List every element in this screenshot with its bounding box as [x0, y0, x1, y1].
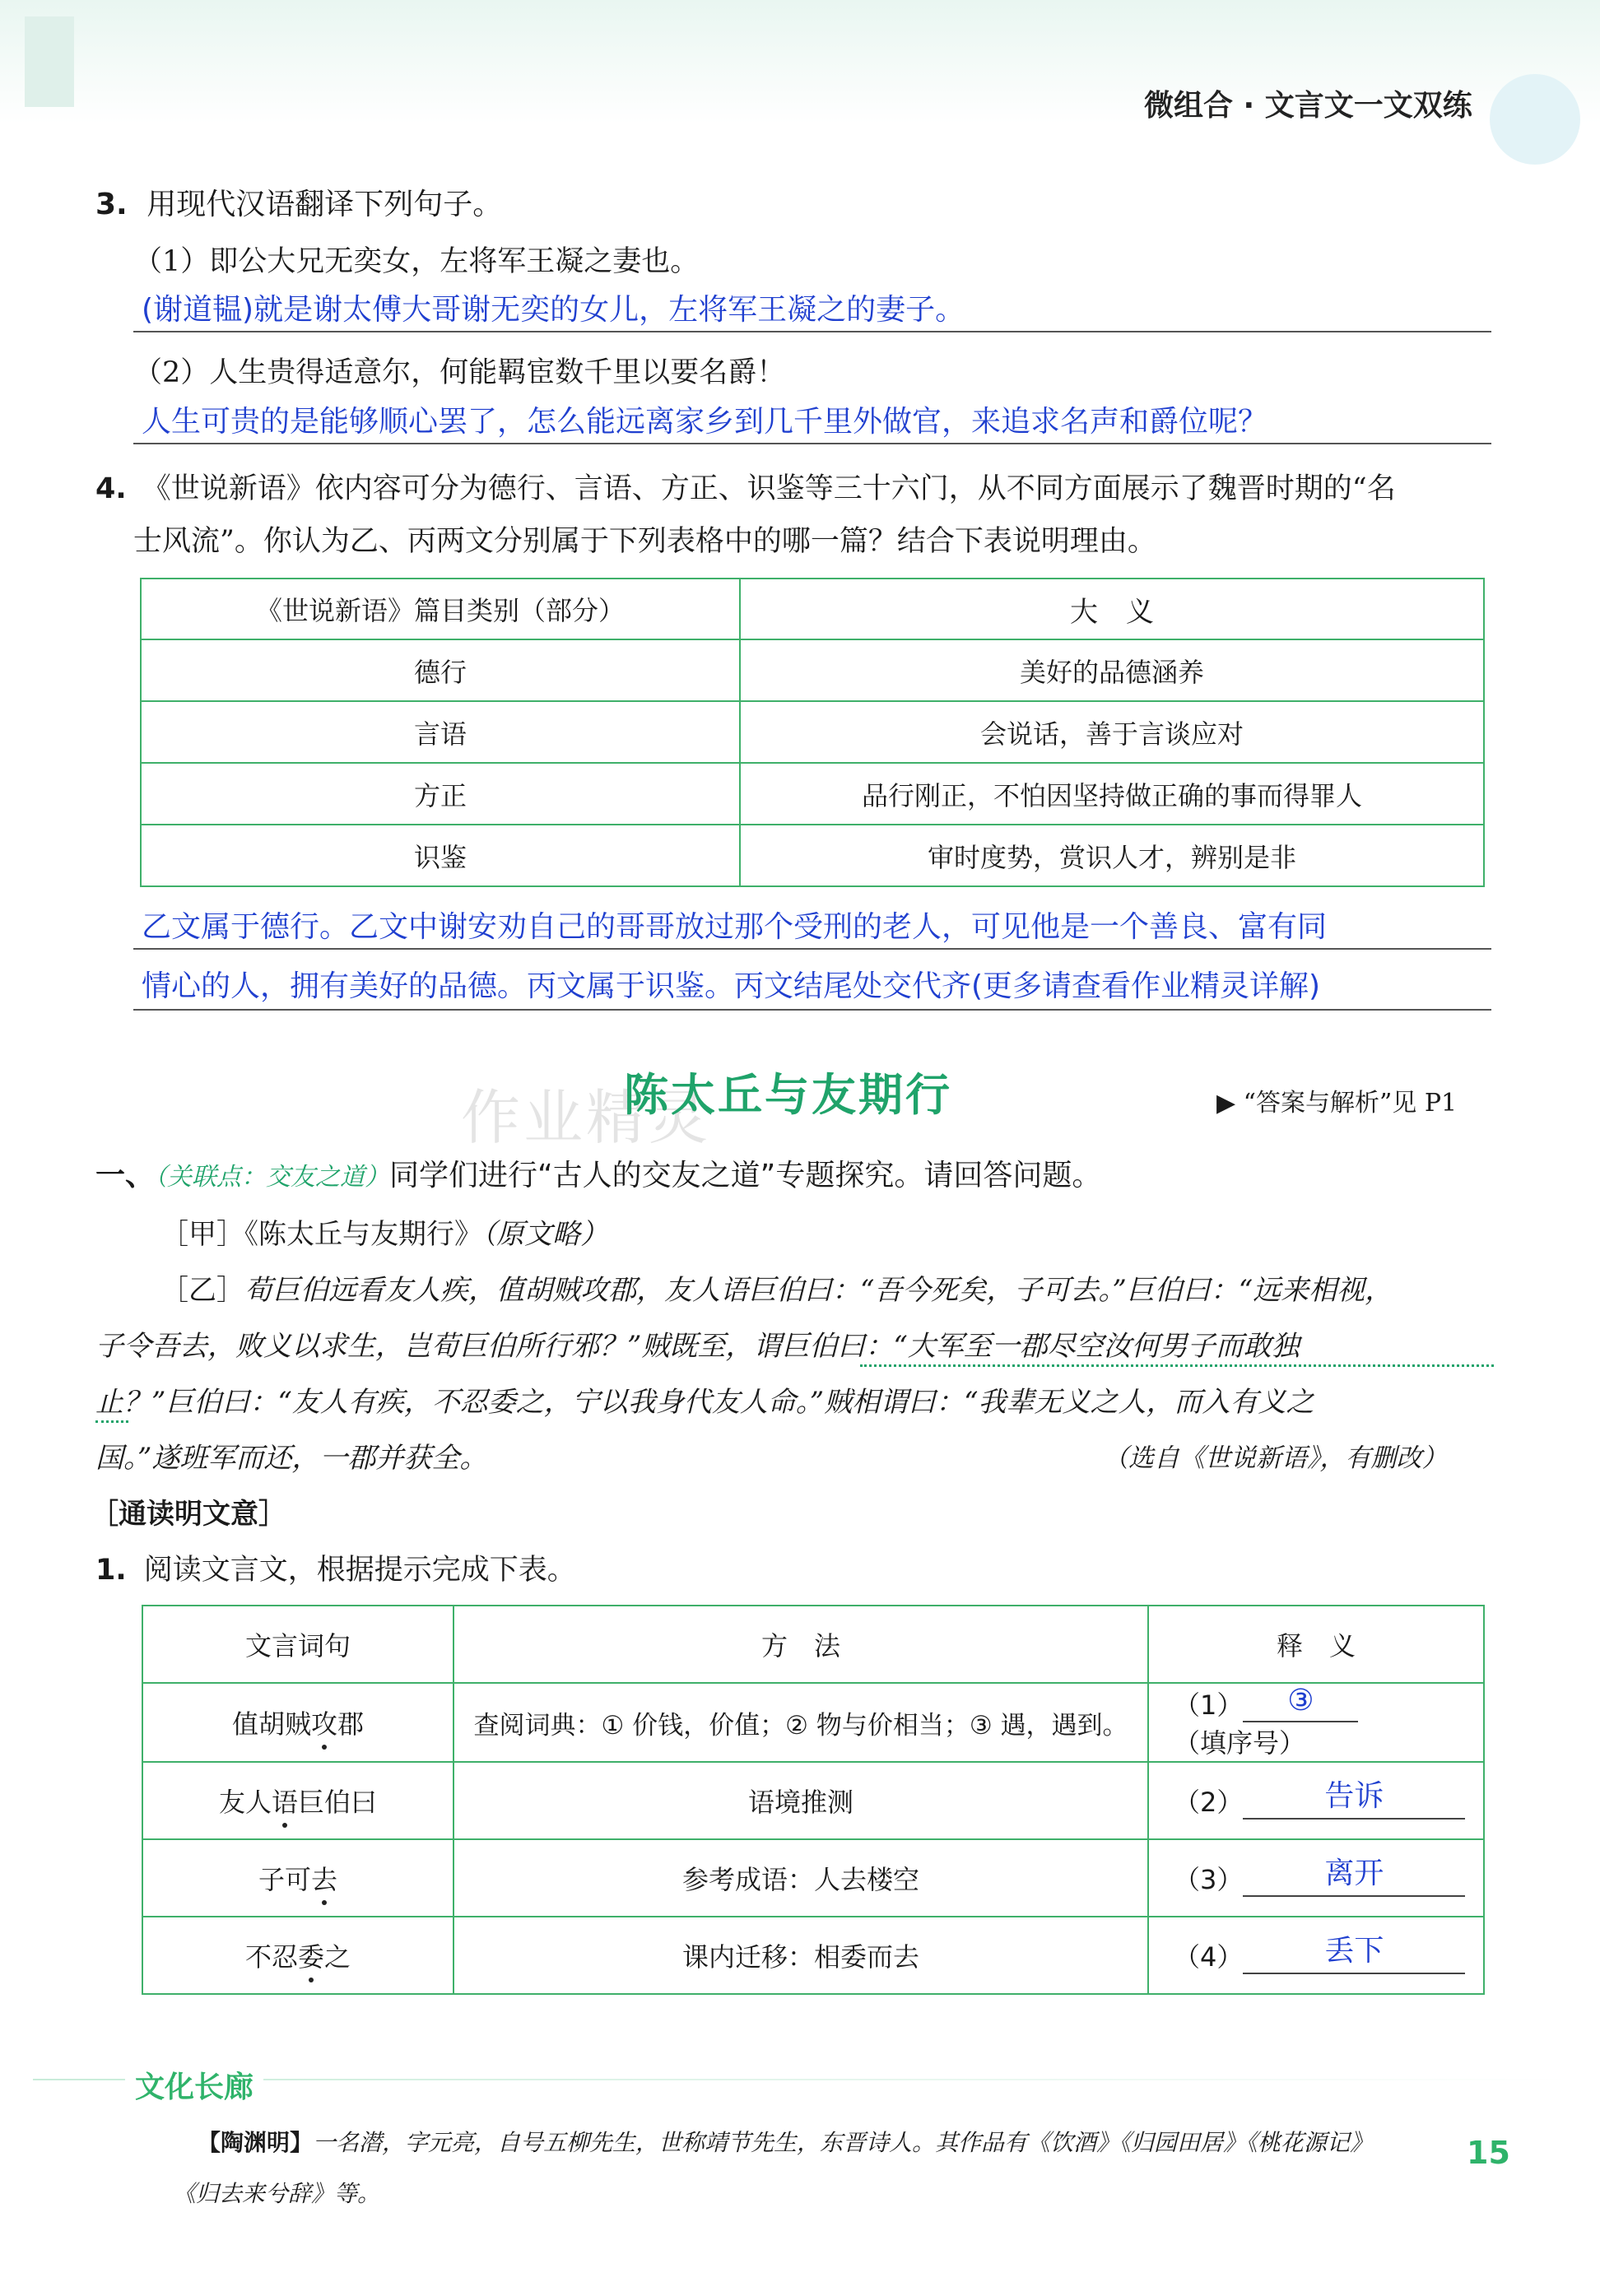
source-note: （选自《世说新语》，有删改） — [1103, 1443, 1448, 1473]
blank-index: （1） — [1174, 1689, 1244, 1721]
blank-index: （2） — [1174, 1787, 1244, 1818]
part1-intro: 同学们进行“古人的交友之道”专题探究。请回答问题。 — [389, 1159, 1102, 1192]
answer-reference: ▶ “答案与解析”见 P1 — [1216, 1089, 1458, 1118]
q1-line — [95, 1547, 576, 1588]
table-cell: 值胡贼攻郡 — [142, 1683, 453, 1762]
q3-sentence-2: （2）人生贵得适意尔，何能羁宦数千里以要名爵！ — [133, 356, 786, 389]
blank-index: （4） — [1174, 1941, 1244, 1973]
yi-text-1: 荀巨伯远看友人疾，值胡贼攻郡，友人语巨伯曰：“吾今死矣，子可去。”巨伯曰：“远来相视， — [244, 1274, 1393, 1307]
emphasis-char: 攻 — [310, 1708, 337, 1740]
table-cell: 德行 — [141, 639, 740, 701]
blank-index: （3） — [1174, 1864, 1244, 1895]
blank-note: （填序号） — [1174, 1727, 1306, 1759]
note-text-2: 《归去来兮辞》等。 — [173, 2180, 381, 2207]
q3-answer-2: 人生可贵的是能够顺心罢了，怎么能远离家乡到几千里外做官，来追求名声和爵位呢？ — [142, 405, 1268, 439]
table-cell: 子可去 — [142, 1839, 453, 1917]
footer-note-line-1 — [198, 2125, 1373, 2158]
subsection-title: ［通读明文意］ — [91, 1498, 286, 1531]
table-cell: 语境推测 — [453, 1762, 1148, 1839]
blank-answer: 离开 — [1324, 1857, 1384, 1890]
jia-note: （原文略） — [482, 1218, 608, 1251]
table-cell: 美好的品德涵养 — [740, 639, 1484, 701]
footer-label: 文化长廊 — [125, 2064, 263, 2106]
blank-answer: 丢下 — [1324, 1934, 1384, 1968]
q4-number: 4. — [95, 472, 127, 505]
yi-label: ［乙］ — [160, 1274, 244, 1307]
answer-blank[interactable] — [1243, 1857, 1465, 1897]
table-cell: 友人语巨伯曰 — [142, 1762, 453, 1839]
q3-answer-1: (谢道韫)就是谢太傅大哥谢无奕的女儿，左将军王凝之的妻子。 — [142, 293, 965, 327]
category-table — [140, 578, 1485, 887]
blank-answer: 告诉 — [1324, 1779, 1384, 1813]
note-title: 【陶渊明】 — [198, 2129, 314, 2156]
part1-intro-line — [95, 1152, 1101, 1194]
yi-text-4: 国。”遂班军而还，一郡并获全。 — [95, 1442, 488, 1475]
jia-label: ［甲］ — [160, 1218, 244, 1251]
table-cell: 识鉴 — [141, 825, 740, 886]
q4-text-2: 士风流”。你认为乙、丙两文分别属于下列表格中的哪一篇？结合下表说明理由。 — [133, 525, 1156, 558]
section-title: 陈太丘与友期行 — [624, 1069, 952, 1121]
emphasis-char: 去 — [311, 1864, 338, 1895]
page-number: 15 — [1467, 2135, 1510, 2171]
emphasis-char: 委 — [297, 1941, 324, 1973]
yi-text-2: 子令吾去，败义以求生，岂荀巨伯所行邪？”贼既至，谓巨伯曰：“大军至一郡尽空汝何男子而敢独 — [95, 1330, 1300, 1363]
table-cell — [1148, 1839, 1484, 1917]
table-header: 大 义 — [740, 579, 1484, 639]
table-header: 文言词句 — [142, 1606, 453, 1683]
answer-line — [133, 1009, 1491, 1011]
table-cell: 言语 — [141, 701, 740, 763]
table-cell — [1148, 1683, 1484, 1762]
q3-sentence-1: （1）即公大兄无奕女，左将军王凝之妻也。 — [133, 245, 700, 278]
note-text-1: 一名潜，字元亮，自号五柳先生，世称靖节先生，东晋诗人。其作品有《饮酒》《归园田居》《桃花源记》 — [313, 2129, 1374, 2156]
table-cell: 参考成语：人去楼空 — [453, 1839, 1148, 1917]
answer-blank[interactable] — [1243, 1779, 1465, 1820]
q3-prompt: 用现代汉语翻译下列句子。 — [147, 188, 503, 221]
table-cell: 审时度势，赏识人才，辨别是非 — [740, 825, 1484, 886]
table-cell — [1148, 1917, 1484, 1994]
word-table — [142, 1605, 1485, 1995]
q1-number: 1. — [95, 1554, 127, 1587]
yi-text-3: 止？”巨伯曰：“友人有疾，不忍委之，宁以我身代友人命。”贼相谓曰：“我辈无义之人，而入有义之 — [95, 1386, 1314, 1419]
q4-line-1 — [95, 466, 1396, 507]
jia-line — [160, 1211, 608, 1252]
answer-blank[interactable] — [1243, 1934, 1465, 1974]
q4-answer-1: 乙文属于德行。乙文中谢安劝自己的哥哥放过那个受刑的老人，可见他是一个善良、富有同 — [142, 910, 1328, 944]
header-deco-circle — [1490, 74, 1580, 165]
footer-divider — [33, 2079, 1572, 2080]
table-cell: 方正 — [141, 763, 740, 825]
header-deco — [25, 16, 74, 107]
table-cell: 查阅词典：① 价钱，价值；② 物与价相当；③ 遇，遇到。 — [453, 1683, 1148, 1762]
wavy-underline — [860, 1359, 1494, 1367]
table-cell: 会说话，善于言谈应对 — [740, 701, 1484, 763]
table-header: 方 法 — [453, 1606, 1148, 1683]
q3-line — [95, 181, 502, 223]
yi-line-1 — [160, 1267, 1393, 1308]
part1-prefix: 一、 — [95, 1159, 156, 1192]
table-cell: 课内迁移：相委而去 — [453, 1917, 1148, 1994]
answer-blank[interactable] — [1243, 1684, 1358, 1722]
emphasis-char: 语 — [271, 1787, 298, 1818]
jia-title: 《陈太丘与友期行》 — [244, 1218, 482, 1251]
table-cell: 品行刚正，不怕因坚持做正确的事而得罪人 — [740, 763, 1484, 825]
part1-tag: （关联点：交友之道） — [155, 1163, 390, 1192]
table-header: 释 义 — [1148, 1606, 1484, 1683]
table-cell: 不忍委之 — [142, 1917, 453, 1994]
answer-line — [133, 948, 1491, 950]
answer-line — [133, 331, 1491, 332]
blank-answer: ③ — [1287, 1684, 1314, 1717]
answer-line — [133, 443, 1491, 444]
q4-answer-2: 情心的人，拥有美好的品德。丙文属于识鉴。丙文结尾处交代齐(更多请查看作业精灵详解) — [142, 969, 1321, 1003]
header-title: 微组合 · 文言文一文双练 — [1144, 89, 1472, 123]
q1-prompt: 阅读文言文，根据提示完成下表。 — [143, 1554, 576, 1587]
q4-text-1: 《世说新语》依内容可分为德行、言语、方正、识鉴等三十六门，从不同方面展示了魏晋时期的“名 — [142, 472, 1396, 505]
table-cell — [1148, 1762, 1484, 1839]
q3-number: 3. — [95, 188, 128, 221]
table-header: 《世说新语》篇目类别（部分） — [141, 579, 740, 639]
watermark: 作业精灵 — [461, 1083, 712, 1152]
